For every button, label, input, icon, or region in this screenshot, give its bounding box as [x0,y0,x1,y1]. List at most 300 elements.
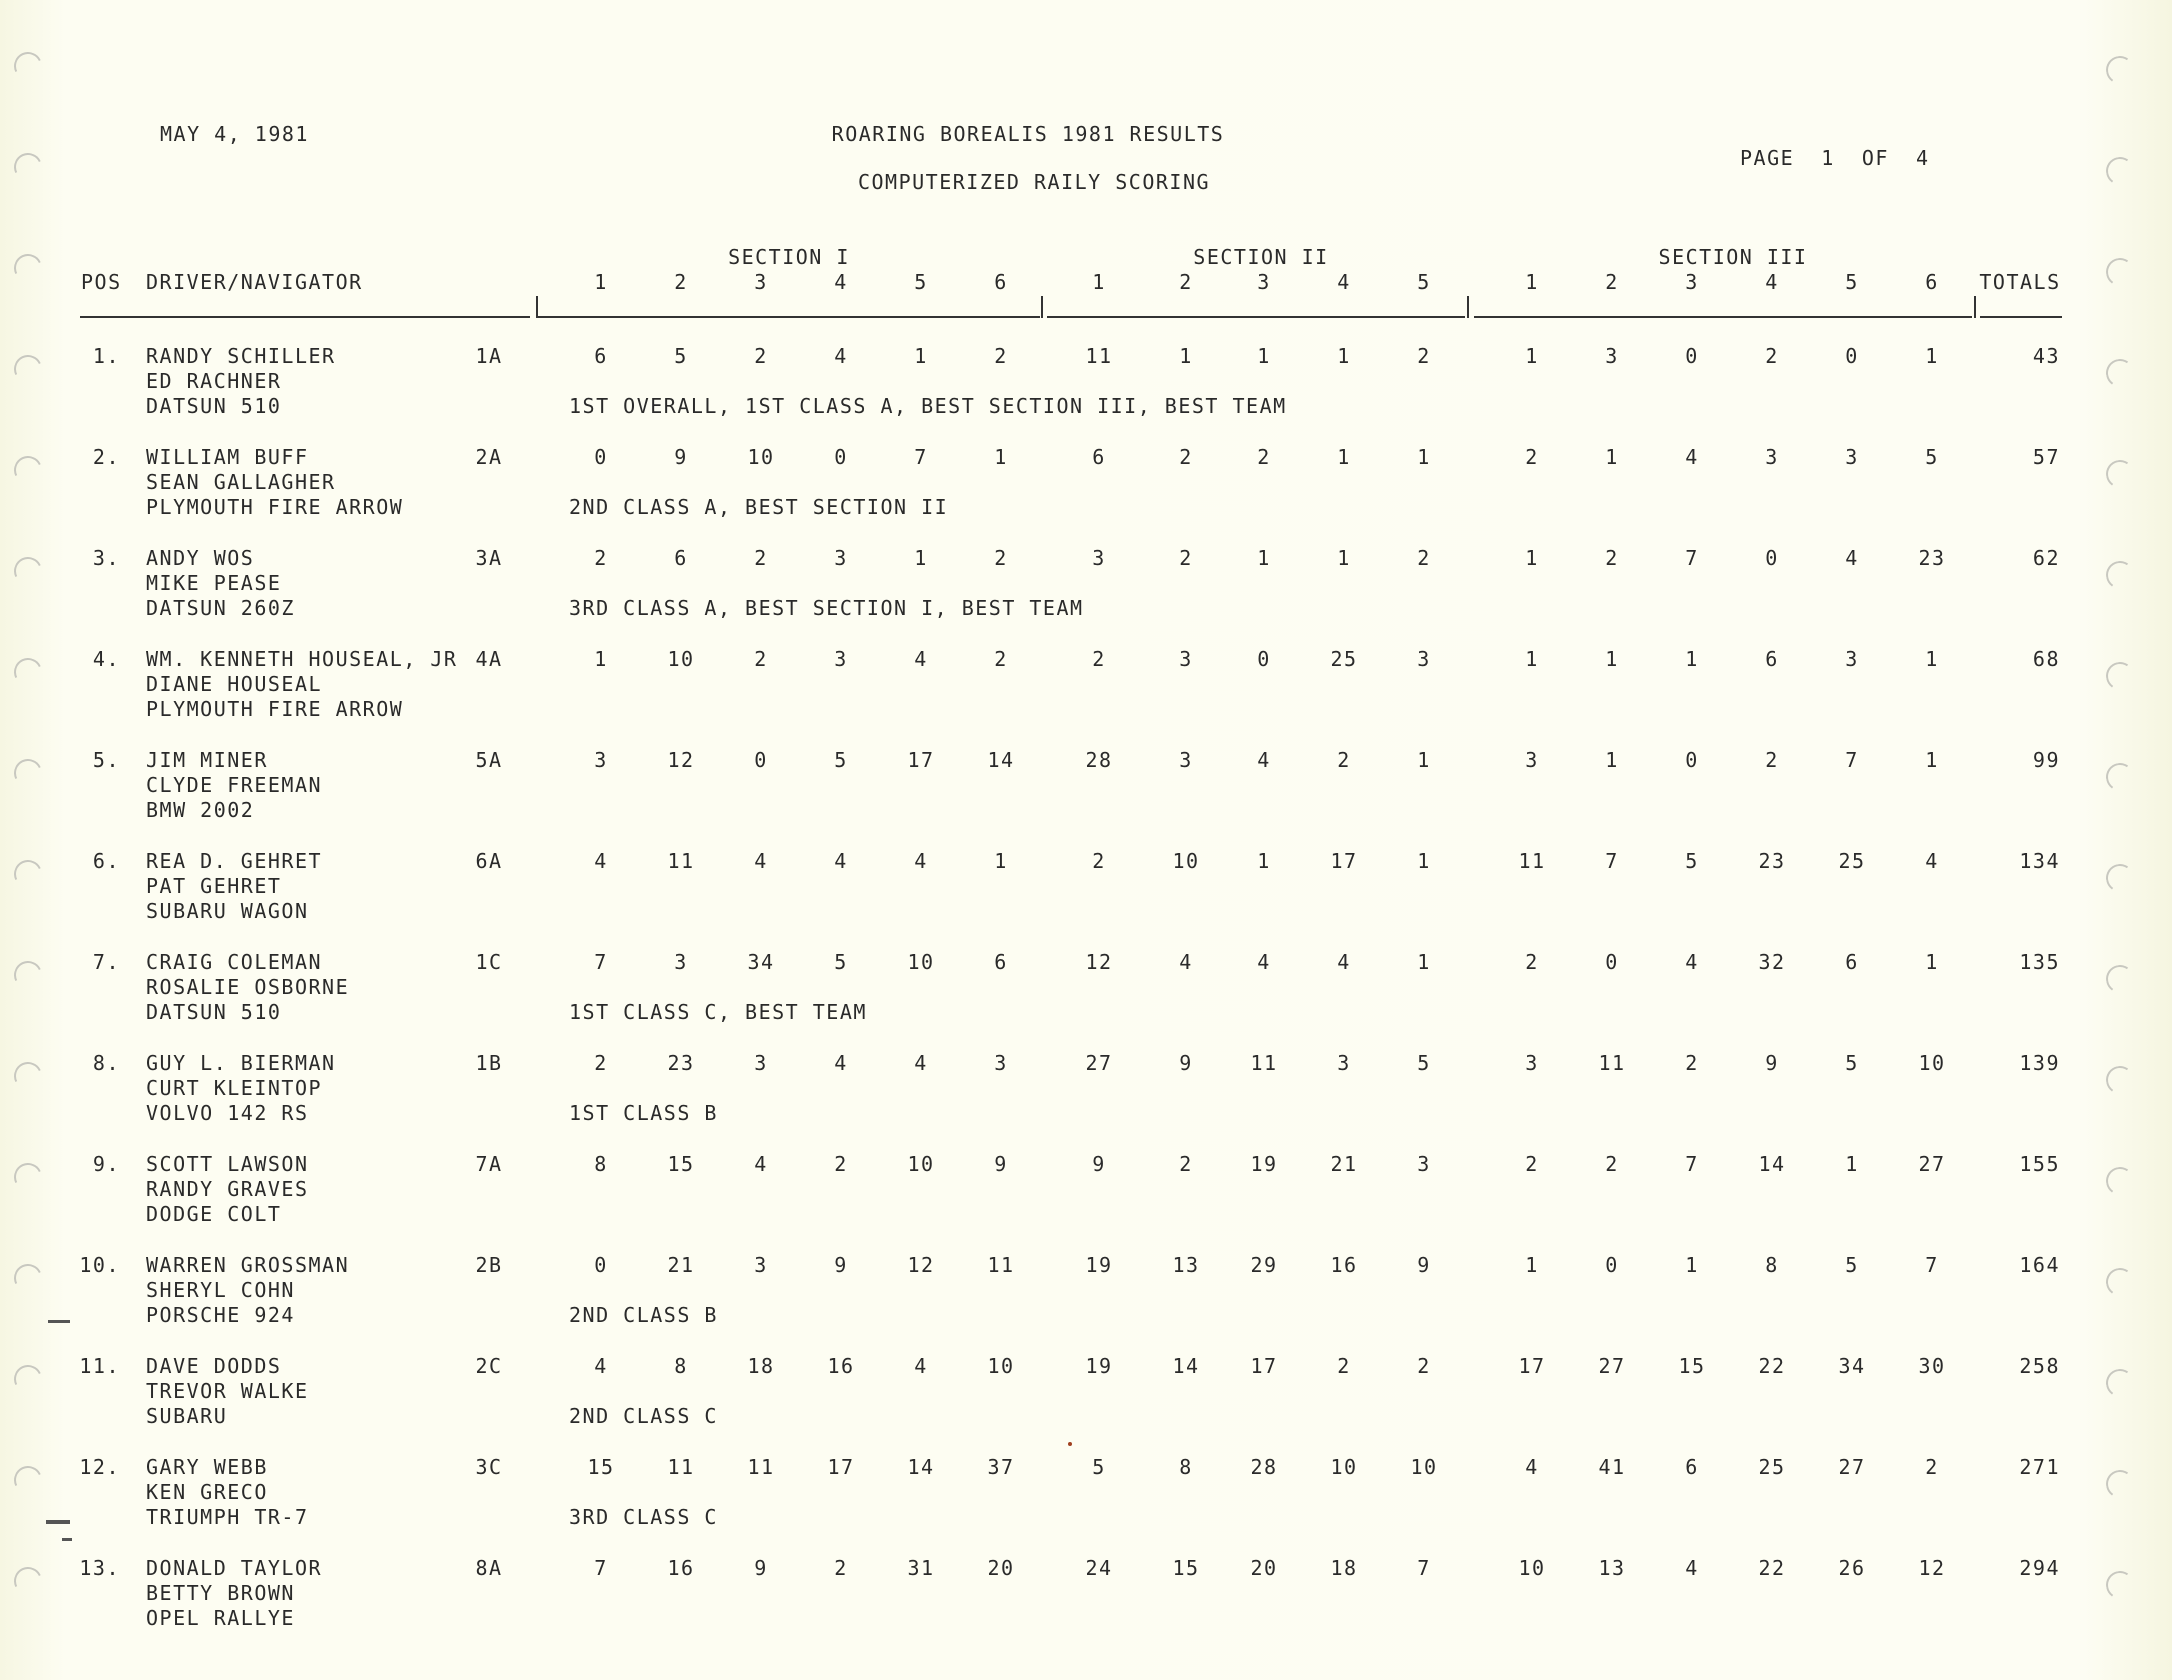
binder-hole [10,654,46,690]
leg-number: 3 [1685,270,1699,294]
leg-score: 4 [1337,950,1351,974]
margin-mark [48,1320,70,1323]
leg-number: 4 [1337,270,1351,294]
leg-score: 2 [994,647,1008,671]
leg-score: 4 [594,849,608,873]
leg-score: 4 [594,1354,608,1378]
binder-hole [10,452,46,488]
total-score: 134 [2019,849,2060,873]
leg-score: 9 [1179,1051,1193,1075]
total-score: 164 [2019,1253,2060,1277]
leg-score: 2 [1765,748,1779,772]
binder-hole [10,553,46,589]
header-rule [1474,316,1972,318]
car-number: 2A [475,445,503,469]
leg-score: 2 [1179,1152,1193,1176]
binder-hole [2104,862,2136,894]
leg-score: 1 [1257,849,1271,873]
column-separator [1467,296,1469,318]
leg-score: 9 [1092,1152,1106,1176]
leg-score: 1 [594,647,608,671]
leg-score: 19 [1085,1354,1113,1378]
leg-score: 2 [754,546,768,570]
position: 7. [92,950,120,974]
leg-score: 19 [1250,1152,1278,1176]
driver-name: GARY WEBB [146,1455,268,1479]
leg-score: 1 [1925,344,1939,368]
driver-name: SCOTT LAWSON [146,1152,309,1176]
leg-score: 1 [1925,950,1939,974]
award-note: 3RD CLASS A, BEST SECTION I, BEST TEAM [569,596,1084,620]
leg-score: 1 [1417,445,1431,469]
leg-score: 1 [1257,344,1271,368]
leg-score: 1 [1337,445,1351,469]
leg-score: 7 [594,1556,608,1580]
leg-score: 8 [594,1152,608,1176]
leg-score: 10 [1518,1556,1546,1580]
leg-score: 15 [1172,1556,1200,1580]
leg-score: 23 [1918,546,1946,570]
leg-score: 2 [1257,445,1271,469]
binder-hole [10,351,46,387]
binder-hole [2104,357,2136,389]
binder-hole [10,1361,46,1397]
leg-score: 30 [1918,1354,1946,1378]
leg-score: 12 [667,748,695,772]
car-number: 1A [475,344,503,368]
leg-score: 1 [1605,647,1619,671]
leg-score: 4 [1685,1556,1699,1580]
position: 9. [92,1152,120,1176]
leg-score: 7 [1685,1152,1699,1176]
car-number: 4A [475,647,503,671]
leg-score: 21 [667,1253,695,1277]
leg-score: 0 [594,445,608,469]
leg-score: 7 [1605,849,1619,873]
binder-hole [2104,458,2136,490]
leg-score: 0 [1685,748,1699,772]
car-model: PORSCHE 924 [146,1303,295,1327]
leg-score: 4 [1179,950,1193,974]
leg-score: 15 [667,1152,695,1176]
position: 11. [79,1354,120,1378]
leg-score: 12 [1918,1556,1946,1580]
leg-score: 5 [1925,445,1939,469]
leg-score: 1 [1525,344,1539,368]
award-note: 1ST CLASS C, BEST TEAM [569,1000,867,1024]
leg-score: 16 [827,1354,855,1378]
leg-score: 1 [1605,748,1619,772]
leg-score: 3 [1845,445,1859,469]
leg-score: 8 [1179,1455,1193,1479]
position: 2. [92,445,120,469]
leg-score: 0 [1845,344,1859,368]
report-date: MAY 4, 1981 [160,122,309,146]
leg-score: 12 [907,1253,935,1277]
leg-number: 3 [1257,270,1271,294]
leg-score: 2 [1179,445,1193,469]
leg-score: 13 [1172,1253,1200,1277]
leg-score: 20 [987,1556,1015,1580]
leg-score: 0 [834,445,848,469]
leg-score: 16 [1330,1253,1358,1277]
leg-score: 6 [1092,445,1106,469]
leg-score: 9 [754,1556,768,1580]
leg-score: 4 [914,1354,928,1378]
leg-score: 3 [994,1051,1008,1075]
position: 10. [79,1253,120,1277]
header-rule [1980,316,2062,318]
leg-score: 1 [994,849,1008,873]
award-note: 2ND CLASS C [569,1404,718,1428]
leg-score: 6 [1685,1455,1699,1479]
leg-score: 0 [594,1253,608,1277]
leg-score: 2 [834,1556,848,1580]
leg-score: 17 [1330,849,1358,873]
leg-score: 4 [754,1152,768,1176]
leg-score: 25 [1838,849,1866,873]
leg-number: 1 [1525,270,1539,294]
leg-score: 1 [1417,849,1431,873]
leg-score: 13 [1598,1556,1626,1580]
leg-score: 2 [1525,1152,1539,1176]
leg-score: 17 [1250,1354,1278,1378]
leg-score: 3 [1179,748,1193,772]
leg-score: 4 [1257,950,1271,974]
leg-number: 5 [1417,270,1431,294]
leg-score: 11 [747,1455,775,1479]
leg-score: 3 [754,1051,768,1075]
leg-score: 1 [1417,950,1431,974]
leg-score: 6 [994,950,1008,974]
leg-score: 4 [1257,748,1271,772]
leg-score: 1 [1417,748,1431,772]
leg-score: 0 [754,748,768,772]
leg-score: 22 [1758,1354,1786,1378]
leg-score: 1 [1257,546,1271,570]
leg-score: 2 [1417,344,1431,368]
leg-score: 28 [1250,1455,1278,1479]
leg-score: 2 [1337,748,1351,772]
leg-score: 6 [1845,950,1859,974]
leg-score: 1 [1337,546,1351,570]
leg-score: 27 [1085,1051,1113,1075]
leg-score: 3 [1337,1051,1351,1075]
driver-name: CRAIG COLEMAN [146,950,323,974]
leg-score: 4 [914,849,928,873]
leg-score: 1 [1845,1152,1859,1176]
car-number: 5A [475,748,503,772]
leg-score: 14 [987,748,1015,772]
page-number: PAGE 1 OF 4 [1740,146,1930,170]
navigator-name: ROSALIE OSBORNE [146,975,350,999]
leg-score: 11 [1598,1051,1626,1075]
leg-number: 4 [1765,270,1779,294]
leg-score: 12 [1085,950,1113,974]
total-score: 271 [2019,1455,2060,1479]
award-note: 1ST OVERALL, 1ST CLASS A, BEST SECTION III, BEST TEAM [569,394,1287,418]
leg-number: 2 [674,270,688,294]
leg-score: 11 [1250,1051,1278,1075]
leg-score: 2 [1417,546,1431,570]
leg-number: 5 [1845,270,1859,294]
leg-number: 3 [754,270,768,294]
position: 8. [92,1051,120,1075]
leg-score: 28 [1085,748,1113,772]
binder-hole [10,1058,46,1094]
car-number: 8A [475,1556,503,1580]
leg-score: 5 [674,344,688,368]
binder-hole [10,856,46,892]
leg-score: 0 [1257,647,1271,671]
leg-score: 2 [1605,546,1619,570]
margin-mark [62,1538,72,1541]
leg-score: 41 [1598,1455,1626,1479]
leg-score: 3 [1845,647,1859,671]
leg-score: 2 [594,1051,608,1075]
driver-name: DONALD TAYLOR [146,1556,323,1580]
leg-score: 23 [1758,849,1786,873]
leg-score: 0 [1685,344,1699,368]
leg-score: 2 [1092,849,1106,873]
binder-hole [2104,1367,2136,1399]
leg-score: 15 [1678,1354,1706,1378]
leg-score: 15 [587,1455,615,1479]
leg-score: 4 [1685,445,1699,469]
leg-score: 9 [994,1152,1008,1176]
position: 12. [79,1455,120,1479]
binder-hole [2104,1468,2136,1500]
car-number: 2C [475,1354,503,1378]
leg-score: 9 [1417,1253,1431,1277]
leg-score: 23 [667,1051,695,1075]
leg-score: 7 [1685,546,1699,570]
position: 1. [92,344,120,368]
car-model: SUBARU WAGON [146,899,309,923]
leg-score: 3 [834,546,848,570]
leg-score: 27 [1918,1152,1946,1176]
margin-mark [46,1520,70,1524]
leg-score: 4 [1925,849,1939,873]
binder-hole [2104,1165,2136,1197]
navigator-name: BETTY BROWN [146,1581,295,1605]
leg-score: 17 [1518,1354,1546,1378]
leg-score: 21 [1330,1152,1358,1176]
car-model: SUBARU [146,1404,228,1428]
leg-score: 14 [907,1455,935,1479]
binder-hole [10,1159,46,1195]
leg-score: 1 [1525,546,1539,570]
leg-score: 2 [1092,647,1106,671]
leg-score: 2 [594,546,608,570]
navigator-name: ED RACHNER [146,369,282,393]
leg-score: 3 [1605,344,1619,368]
section-header: SECTION I [728,245,850,269]
leg-score: 2 [1765,344,1779,368]
leg-score: 34 [1838,1354,1866,1378]
leg-score: 3 [834,647,848,671]
leg-score: 2 [994,344,1008,368]
leg-score: 14 [1172,1354,1200,1378]
leg-score: 1 [1925,647,1939,671]
car-model: DATSUN 260Z [146,596,295,620]
position: 6. [92,849,120,873]
leg-score: 4 [1685,950,1699,974]
leg-score: 2 [1417,1354,1431,1378]
totals-column-header: TOTALS [1979,270,2061,294]
navigator-name: MIKE PEASE [146,571,282,595]
report-subtitle: COMPUTERIZED RAILY SCORING [857,170,1211,194]
leg-score: 7 [1925,1253,1939,1277]
leg-score: 0 [1765,546,1779,570]
leg-score: 2 [834,1152,848,1176]
binder-hole [2104,1064,2136,1096]
car-number: 7A [475,1152,503,1176]
leg-score: 6 [1765,647,1779,671]
leg-score: 18 [1330,1556,1358,1580]
total-score: 135 [2019,950,2060,974]
leg-score: 31 [907,1556,935,1580]
leg-score: 9 [674,445,688,469]
leg-score: 22 [1758,1556,1786,1580]
leg-score: 5 [1685,849,1699,873]
section-header: SECTION II [1193,245,1329,269]
leg-score: 4 [1525,1455,1539,1479]
position: 4. [92,647,120,671]
leg-score: 10 [667,647,695,671]
leg-score: 11 [1085,344,1113,368]
leg-score: 1 [1685,647,1699,671]
leg-score: 1 [914,546,928,570]
leg-score: 9 [1765,1051,1779,1075]
binder-hole [10,48,46,84]
leg-number: 2 [1179,270,1193,294]
leg-score: 1 [914,344,928,368]
car-number: 2B [475,1253,503,1277]
driver-column-header: DRIVER/NAVIGATOR [146,270,363,294]
leg-score: 2 [1179,546,1193,570]
binder-hole [10,1563,46,1599]
driver-name: WARREN GROSSMAN [146,1253,350,1277]
total-score: 258 [2019,1354,2060,1378]
leg-number: 1 [594,270,608,294]
position: 3. [92,546,120,570]
binder-hole [2104,761,2136,793]
leg-score: 2 [1525,950,1539,974]
leg-score: 4 [834,1051,848,1075]
navigator-name: SEAN GALLAGHER [146,470,336,494]
leg-score: 1 [1925,748,1939,772]
leg-score: 14 [1758,1152,1786,1176]
leg-score: 5 [1845,1253,1859,1277]
leg-score: 9 [834,1253,848,1277]
leg-score: 2 [994,546,1008,570]
leg-score: 0 [1605,950,1619,974]
leg-score: 32 [1758,950,1786,974]
leg-score: 1 [1685,1253,1699,1277]
leg-score: 2 [1685,1051,1699,1075]
leg-score: 3 [594,748,608,772]
leg-score: 10 [747,445,775,469]
car-number: 3C [475,1455,503,1479]
binder-hole [2104,256,2136,288]
leg-score: 3 [1525,1051,1539,1075]
leg-score: 7 [1845,748,1859,772]
leg-score: 6 [594,344,608,368]
driver-name: JIM MINER [146,748,268,772]
car-model: VOLVO 142 RS [146,1101,309,1125]
total-score: 57 [2032,445,2060,469]
binder-hole [2104,559,2136,591]
driver-name: GUY L. BIERMAN [146,1051,336,1075]
leg-score: 1 [1525,1253,1539,1277]
leg-number: 6 [994,270,1008,294]
car-model: BMW 2002 [146,798,255,822]
driver-name: WM. KENNETH HOUSEAL, JR [146,647,458,671]
navigator-name: RANDY GRAVES [146,1177,309,1201]
binder-hole [2104,660,2136,692]
binder-hole [2104,963,2136,995]
leg-score: 1 [994,445,1008,469]
navigator-name: KEN GRECO [146,1480,268,1504]
leg-score: 34 [747,950,775,974]
award-note: 3RD CLASS C [569,1505,718,1529]
car-number: 1C [475,950,503,974]
binder-hole [2104,155,2136,187]
position: 13. [79,1556,120,1580]
leg-score: 3 [1525,748,1539,772]
leg-score: 25 [1758,1455,1786,1479]
leg-score: 26 [1838,1556,1866,1580]
leg-score: 4 [834,849,848,873]
leg-score: 7 [914,445,928,469]
navigator-name: TREVOR WALKE [146,1379,309,1403]
leg-score: 5 [834,748,848,772]
total-score: 155 [2019,1152,2060,1176]
leg-score: 5 [1092,1455,1106,1479]
driver-name: DAVE DODDS [146,1354,282,1378]
leg-number: 6 [1925,270,1939,294]
driver-name: WILLIAM BUFF [146,445,309,469]
leg-score: 7 [594,950,608,974]
navigator-name: CURT KLEINTOP [146,1076,323,1100]
car-model: DATSUN 510 [146,1000,282,1024]
leg-score: 3 [1417,647,1431,671]
leg-score: 17 [907,748,935,772]
award-note: 1ST CLASS B [569,1101,718,1125]
binder-hole [10,1462,46,1498]
leg-score: 11 [987,1253,1015,1277]
leg-score: 10 [907,1152,935,1176]
leg-score: 4 [914,1051,928,1075]
car-model: DODGE COLT [146,1202,282,1226]
leg-score: 37 [987,1455,1015,1479]
leg-number: 1 [1092,270,1106,294]
car-number: 3A [475,546,503,570]
leg-score: 27 [1838,1455,1866,1479]
leg-score: 24 [1085,1556,1113,1580]
leg-score: 1 [1179,344,1193,368]
total-score: 43 [2032,344,2060,368]
leg-score: 16 [667,1556,695,1580]
leg-score: 17 [827,1455,855,1479]
leg-score: 3 [754,1253,768,1277]
leg-score: 4 [754,849,768,873]
leg-score: 1 [1605,445,1619,469]
leg-score: 2 [1525,445,1539,469]
header-rule [1047,316,1465,318]
leg-score: 29 [1250,1253,1278,1277]
